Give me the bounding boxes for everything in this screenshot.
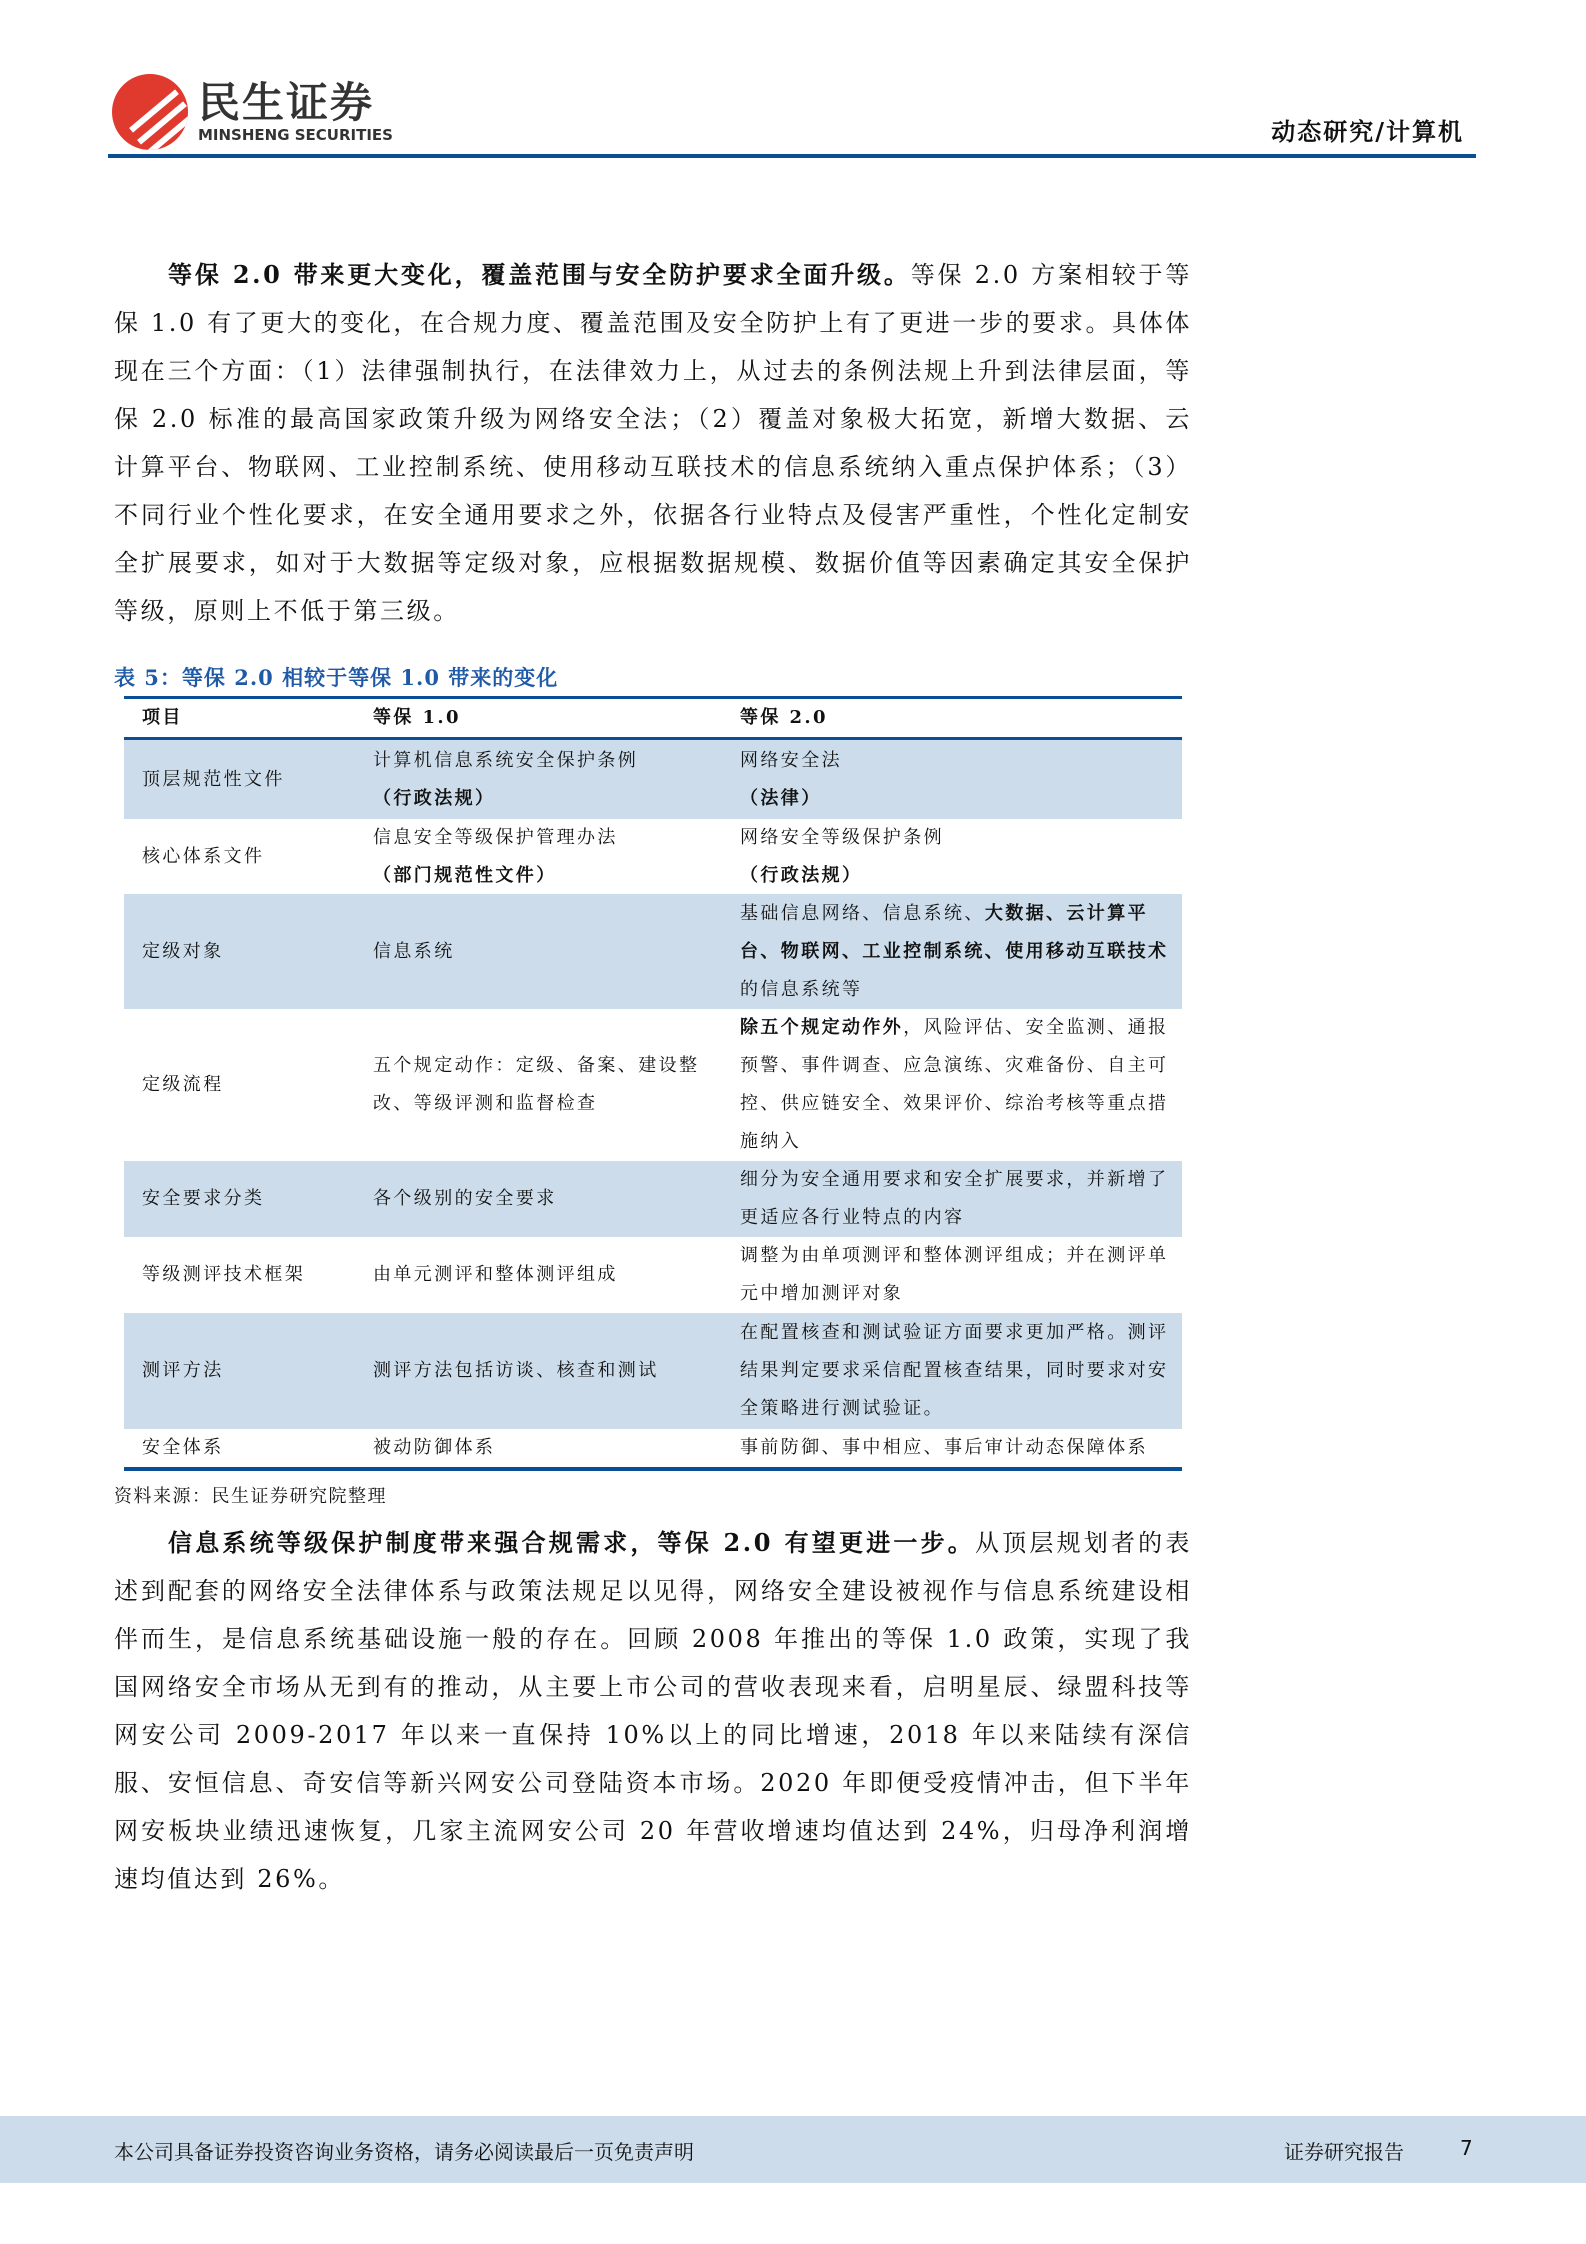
cell-item: 安全要求分类 xyxy=(142,1188,265,1209)
header-v2: 等保 2.0 xyxy=(740,707,828,728)
cell-text: 网络安全法 xyxy=(740,749,842,771)
cell-text: 基础信息网络、信息系统、 xyxy=(740,902,985,924)
cell-text: 由单元测评和整体测评组成 xyxy=(373,1264,618,1285)
cell-text: 计算机信息系统安全保护条例 xyxy=(373,749,639,771)
cell-text: 测评方法包括访谈、核查和测试 xyxy=(373,1360,659,1381)
cell-v2 xyxy=(740,894,1182,1009)
header-item: 项目 xyxy=(142,707,183,728)
paragraph-2-body: 从顶层规划者的表述到配套的网络安全法律体系与政策法规足以见得，网络安全建设被视作与信息系统建设相伴而生，是信息系统基础设施一般的存在。回顾 2008 年推出的等保 1.0 政策，实现了我国网络安全市场从无到有的推动，从主要上市公司的营收表现来看，启明星辰、绿盟科技等网安公司 2009-2017 年以来一直保持 10%以上的同比增速，2018 年以来陆续有深信服、安恒信息、奇安信等新兴网安公司登陆资本市场。2020 年即便受疫情冲击，但下半年网安板块业绩迅速恢复，几家主流网安公司 20 年营收增速均值达到 24%，归母净利润增速均值达到 26%。 xyxy=(114,1529,1192,1893)
table-header-row xyxy=(124,699,1182,740)
cell-item: 测评方法 xyxy=(142,1360,224,1381)
cell-text: （行政法规） xyxy=(740,864,863,886)
cell-v2 xyxy=(740,740,1182,819)
cell-v2 xyxy=(740,819,1182,894)
paragraph-1 xyxy=(114,251,1192,635)
logo-emblem-icon xyxy=(112,74,188,150)
table-row xyxy=(124,1429,1182,1467)
cell-text: 在配置核查和测试验证方面要求更加严格。测评结果判定要求采信配置核查结果，同时要求对安全策略进行测试验证。 xyxy=(740,1322,1169,1419)
cell-v1 xyxy=(368,894,740,1009)
cell-text: 的信息系统等 xyxy=(740,978,863,1000)
cell-text: 除五个规定动作外 xyxy=(740,1017,904,1038)
paragraph-2 xyxy=(114,1519,1192,1903)
header-divider xyxy=(108,154,1476,158)
page-number: 7 xyxy=(1460,2136,1473,2160)
cell-item: 定级对象 xyxy=(142,940,224,962)
paragraph-2-lead: 信息系统等级保护制度带来强合规需求，等保 2.0 有望更进一步。 xyxy=(168,1528,975,1557)
table-row xyxy=(124,740,1182,819)
cell-item: 顶层规范性文件 xyxy=(142,768,285,790)
cell-text: （法律） xyxy=(740,787,822,809)
table-row xyxy=(124,1009,1182,1161)
cell-item: 安全体系 xyxy=(142,1437,224,1458)
page-footer xyxy=(0,2116,1586,2183)
cell-v2 xyxy=(740,1313,1182,1429)
table-caption: 表 5：等保 2.0 相较于等保 1.0 带来的变化 xyxy=(114,665,559,690)
footer-report-type: 证券研究报告 xyxy=(1284,2140,1404,2164)
section-title: 动态研究/计算机 xyxy=(1271,117,1464,146)
table-row xyxy=(124,894,1182,1009)
cell-v1 xyxy=(368,1429,740,1467)
cell-v1 xyxy=(368,819,740,894)
cell-text: （行政法规） xyxy=(373,787,496,809)
cell-text: 细分为安全通用要求和安全扩展要求，并新增了更适应各行业特点的内容 xyxy=(740,1169,1169,1228)
cell-v1 xyxy=(368,1161,740,1237)
cell-v2 xyxy=(740,1009,1182,1161)
cell-text: （部门规范性文件） xyxy=(373,864,557,886)
cell-item: 等级测评技术框架 xyxy=(142,1264,306,1285)
table-row xyxy=(124,1313,1182,1429)
cell-v2 xyxy=(740,1161,1182,1237)
cell-v1 xyxy=(368,1237,740,1313)
paragraph-1-body: 等保 2.0 方案相较于等保 1.0 有了更大的变化，在合规力度、覆盖范围及安全防护上有了更进一步的要求。具体体现在三个方面：（1）法律强制执行，在法律效力上，从过去的条例法规上升到法律层面，等保 2.0 标准的最高国家政策升级为网络安全法；（2）覆盖对象极大拓宽，新增大数据、云计算平台、物联网、工业控制系统、使用移动互联技术的信息系统纳入重点保护体系；（3）不同行业个性化要求，在安全通用要求之外，依据各行业特点及侵害严重性，个性化定制安全扩展要求，如对于大数据等定级对象，应根据数据规模、数据价值等因素确定其安全保护等级，原则上不低于第三级。 xyxy=(114,261,1192,625)
cell-text: 大数据、云计算平台、物联网、工业控制系统、使用移动互联技术 xyxy=(740,902,1169,962)
cell-text: 网络安全等级保护条例 xyxy=(740,826,944,848)
logo-cn: 民生证券 xyxy=(198,78,375,127)
table-row xyxy=(124,1237,1182,1313)
cell-text: 信息安全等级保护管理办法 xyxy=(373,826,618,848)
cell-text: 五个规定动作：定级、备案、建设整改、等级评测和监督检查 xyxy=(373,1055,700,1114)
cell-item: 核心体系文件 xyxy=(142,845,265,867)
cell-text: 信息系统 xyxy=(373,940,455,962)
cell-text: 事前防御、事中相应、事后审计动态保障体系 xyxy=(740,1437,1148,1458)
cell-text: 各个级别的安全要求 xyxy=(373,1188,557,1209)
cell-text: ，风险评估、安全监测、通报预警、事件调查、应急演练、灾难备份、自主可控、供应链安全、效果评价、综治考核等重点措施纳入 xyxy=(740,1017,1169,1152)
cell-v2 xyxy=(740,1429,1182,1467)
cell-v1 xyxy=(368,1009,740,1161)
comparison-table xyxy=(124,696,1182,1471)
table-row xyxy=(124,1161,1182,1237)
paragraph-1-lead: 等保 2.0 带来更大变化，覆盖范围与安全防护要求全面升级。 xyxy=(168,260,911,289)
company-logo xyxy=(112,74,393,150)
cell-item: 定级流程 xyxy=(142,1074,224,1095)
cell-v2 xyxy=(740,1237,1182,1313)
header-v1: 等保 1.0 xyxy=(373,707,461,728)
cell-v1 xyxy=(368,740,740,819)
table-row xyxy=(124,819,1182,894)
cell-v1 xyxy=(368,1313,740,1429)
table-source: 资料来源：民生证券研究院整理 xyxy=(114,1486,387,1507)
cell-text: 被动防御体系 xyxy=(373,1437,496,1458)
footer-disclaimer: 本公司具备证券投资咨询业务资格，请务必阅读最后一页免责声明 xyxy=(114,2140,694,2164)
logo-en: MINSHENG SECURITIES xyxy=(198,126,393,144)
cell-text: 调整为由单项测评和整体测评组成；并在测评单元中增加测评对象 xyxy=(740,1245,1169,1304)
